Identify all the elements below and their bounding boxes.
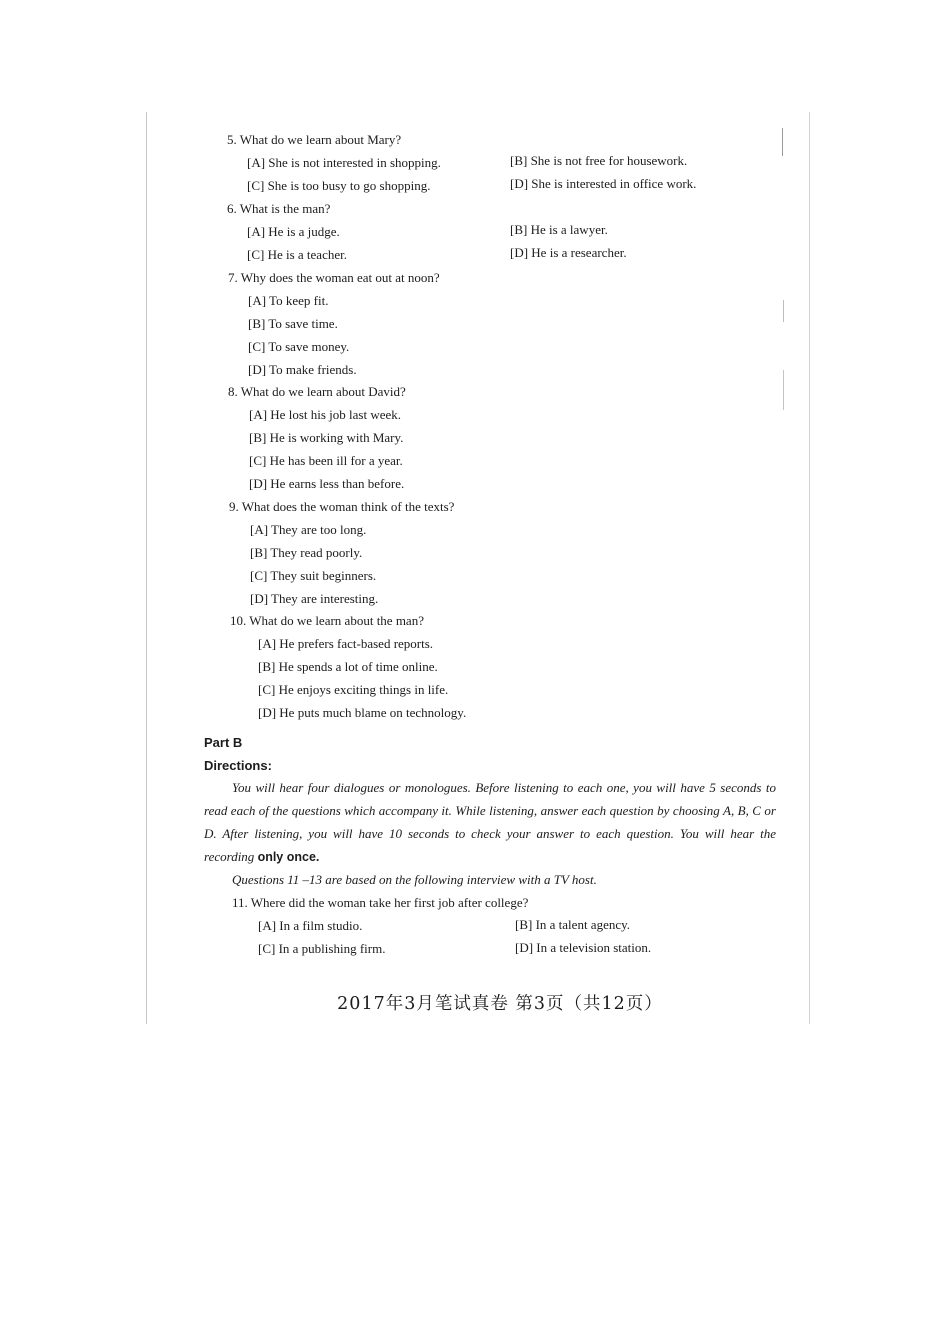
question-7-option-a: [A] To keep fit. [248, 293, 329, 308]
question-11-option-c: [C] In a publishing firm. [258, 941, 386, 956]
question-9-stem: 9. What does the woman think of the texts? [229, 499, 455, 514]
question-5-option-b: [B] She is not free for housework. [510, 153, 688, 168]
question-9-option-c: [C] They suit beginners. [250, 568, 377, 583]
question-9-option-d: [D] They are interesting. [250, 591, 379, 606]
question-group-intro: Questions 11 –13 are based on the following interview with a TV host. [232, 872, 597, 887]
question-6-option-d: [D] He is a researcher. [510, 245, 627, 260]
question-5-option-c: [C] She is too busy to go shopping. [247, 178, 431, 193]
scan-edge-left [146, 112, 147, 1024]
question-8-option-b: [B] He is working with Mary. [249, 430, 404, 445]
question-5-option-a: [A] She is not interested in shopping. [247, 155, 441, 170]
question-10-option-d: [D] He puts much blame on technology. [258, 705, 467, 720]
directions-text: You will hear four dialogues or monologues. Before listening to each one, you will have 5 seconds to read each of the questions which accompany it. While listening, answer each question by choosing A, B, C or D. After listening, you will have 10 seconds to check your answer to each question. You will hear the recording [204, 780, 776, 864]
question-6-option-b: [B] He is a lawyer. [510, 222, 608, 237]
question-9-option-b: [B] They read poorly. [250, 545, 363, 560]
scan-mark [783, 300, 784, 322]
question-11-stem: 11. Where did the woman take her first job after college? [232, 895, 529, 910]
part-b-heading: Part B [204, 735, 243, 750]
question-7-option-c: [C] To save money. [248, 339, 350, 354]
question-6-stem: 6. What is the man? [227, 201, 331, 216]
question-7-option-d: [D] To make friends. [248, 362, 357, 377]
question-11-option-a: [A] In a film studio. [258, 918, 363, 933]
question-11-option-b: [B] In a talent agency. [515, 917, 631, 932]
scan-mark [783, 370, 784, 410]
question-11-option-d: [D] In a television station. [515, 940, 652, 955]
question-9-option-a: [A] They are too long. [250, 522, 367, 537]
directions-label: Directions: [204, 758, 272, 773]
directions-paragraph [204, 776, 776, 869]
question-5-option-d: [D] She is interested in office work. [510, 176, 697, 191]
question-10-option-a: [A] He prefers fact-based reports. [258, 636, 434, 651]
page-footer: 2017年3月笔试真卷 第3页（共12页） [337, 994, 663, 1014]
question-8-stem: 8. What do we learn about David? [228, 384, 406, 399]
question-10-option-b: [B] He spends a lot of time online. [258, 659, 438, 674]
question-6-option-c: [C] He is a teacher. [247, 247, 347, 262]
question-8-option-d: [D] He earns less than before. [249, 476, 405, 491]
question-8-option-c: [C] He has been ill for a year. [249, 453, 403, 468]
question-6-option-a: [A] He is a judge. [247, 224, 340, 239]
directions-emphasis: only once. [257, 850, 320, 864]
question-10-stem: 10. What do we learn about the man? [230, 613, 424, 628]
question-7-stem: 7. Why does the woman eat out at noon? [228, 270, 440, 285]
question-10-option-c: [C] He enjoys exciting things in life. [258, 682, 449, 697]
scan-edge-right [809, 112, 810, 1024]
question-8-option-a: [A] He lost his job last week. [249, 407, 402, 422]
question-5-stem: 5. What do we learn about Mary? [227, 132, 402, 147]
question-7-option-b: [B] To save time. [248, 316, 338, 331]
scan-mark [782, 128, 783, 156]
